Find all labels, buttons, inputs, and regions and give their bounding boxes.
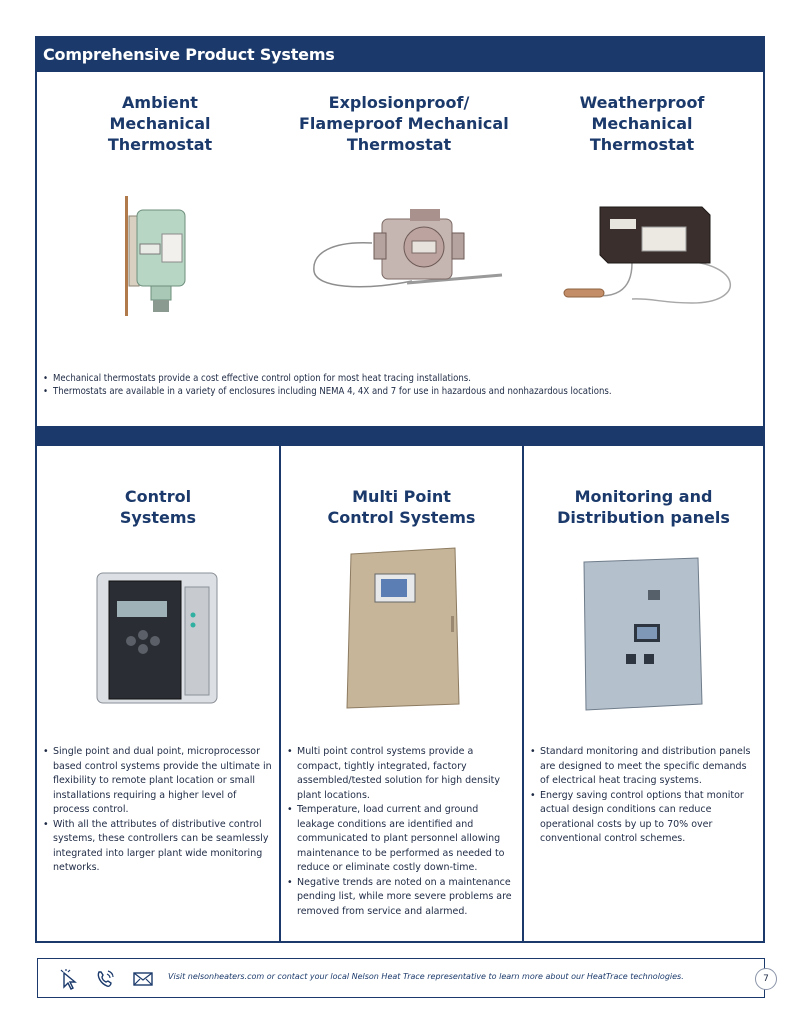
control-system-image (89, 563, 229, 713)
product-systems-panel (35, 36, 765, 428)
title-line: Mechanical (591, 114, 693, 133)
product-title-ambient (85, 92, 235, 155)
title-line: Control (124, 487, 192, 506)
section-bar (37, 428, 763, 446)
title-line: Thermostat (107, 135, 213, 154)
product-title-explosionproof (299, 92, 509, 155)
product-title-weatherproof (567, 92, 717, 155)
explosionproof-thermostat-image (302, 203, 517, 308)
phone-icon[interactable] (94, 968, 116, 990)
section-header: Comprehensive Product Systems (37, 38, 763, 72)
page-number: 7 (755, 968, 777, 990)
bullet-item: • Single point and dual point, microprocessor based control systems provide the ultimate in flexibility to remote plant location or small installations requiring a higher level of process control. (43, 745, 273, 818)
envelope-icon[interactable] (132, 968, 154, 990)
column-bullets (43, 745, 273, 876)
column-bullets (530, 745, 757, 847)
column-multi-point-control (279, 446, 522, 943)
title-line: Multi Point (352, 487, 451, 506)
title-line: Thermostat (346, 135, 452, 154)
ambient-thermostat-image (107, 188, 207, 318)
title-line: Explosionproof/ (328, 93, 470, 112)
bullet-item: • Standard monitoring and distribution panels are designed to meet the specific demands of electrical heat tracing systems. (530, 745, 757, 789)
thermostat-bullets (43, 372, 758, 398)
control-systems-panel (35, 426, 765, 943)
distribution-panel-image (574, 554, 714, 719)
bullet-item: • Multi point control systems provide a compact, tightly integrated, factory assembled/tested solution for high density plant locations. (287, 745, 516, 803)
column-title (524, 486, 763, 528)
title-line: Mechanical (109, 114, 211, 133)
bullet-item: • With all the attributes of distributive control systems, these controllers can be seamlessly integrated into larger plant wide monitoring networks. (43, 818, 273, 876)
title-line: Control Systems (327, 508, 476, 527)
footer-bar (37, 958, 765, 998)
column-bullets (287, 745, 516, 919)
multi-point-panel-image (343, 546, 463, 711)
column-monitoring-distribution (522, 446, 763, 943)
weatherproof-thermostat-image (552, 203, 752, 313)
title-line: Flameproof Mechanical (299, 114, 509, 133)
title-line: Ambient (122, 93, 198, 112)
bullet-item: • Thermostats are available in a variety of enclosures including NEMA 4, 4X and 7 for use in hazardous and nonhazardous locations. (43, 385, 758, 398)
title-line: Distribution panels (557, 508, 730, 527)
title-line: Systems (119, 508, 197, 527)
bullet-item: • Energy saving control options that monitor actual design conditions can reduce operational costs by up to 70% over conventional control schemes. (530, 789, 757, 847)
column-title (281, 486, 522, 528)
bullet-item: • Negative trends are noted on a maintenance pending list, while more severe problems are removed from service and alarmed. (287, 876, 516, 920)
footer-contact-text[interactable]: Visit nelsonheaters.com or contact your local Nelson Heat Trace representative to learn more about our HeatTrace technologies. (168, 972, 684, 981)
title-line: Thermostat (589, 135, 695, 154)
title-line: Weatherproof (579, 93, 705, 112)
column-title (37, 486, 279, 528)
cursor-click-icon[interactable] (58, 968, 80, 990)
bullet-item: • Temperature, load current and ground leakage conditions are identified and communicated to plant personnel allowing maintenance to be performed as needed to reduce or eliminate costly down-time. (287, 803, 516, 876)
column-control-systems (37, 446, 279, 943)
bullet-item: • Mechanical thermostats provide a cost effective control option for most heat tracing installations. (43, 372, 758, 385)
title-line: Monitoring and (574, 487, 713, 506)
